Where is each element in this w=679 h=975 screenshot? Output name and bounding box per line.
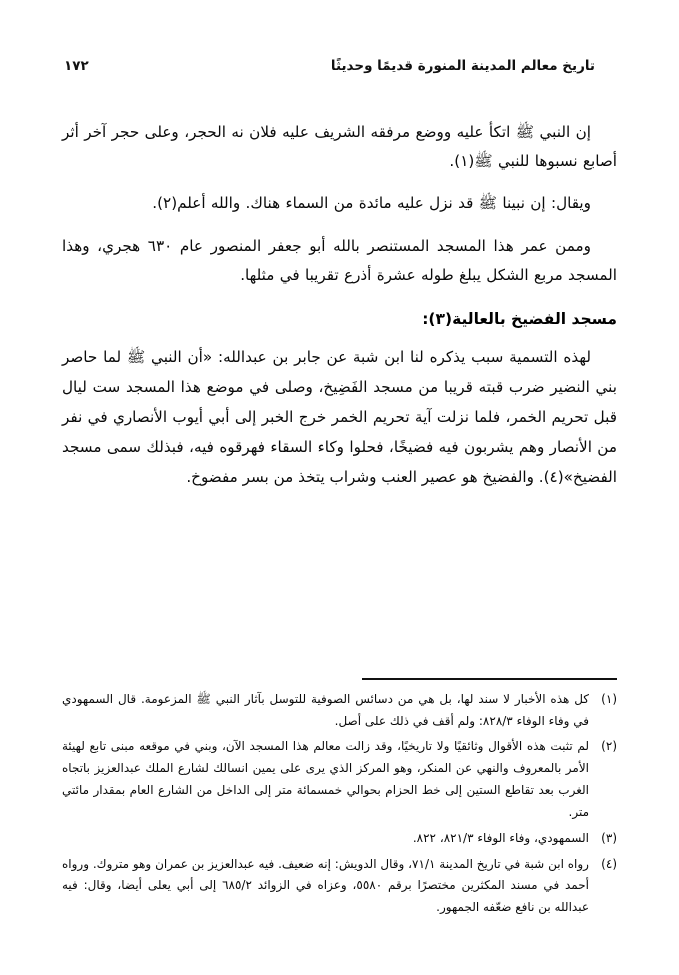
footnote-marker: (١): [601, 691, 617, 706]
footnotes-section: [62, 678, 617, 923]
footnote-text: لم تثبت هذه الأقوال وثائقيًا ولا تاريخيًا، وقد زالت معالم هذا المسجد الآن، وبني في موقعه مبنى تابع لهيئة الأمر بالمعروف والنهي عن المنكر، وهو المركز الذي يرى على يمين انسالك لشارع الملك عبدالعزيز باتجاه الغرب بعد تقاطع الستين إلى خط الحزام بحوالي خمسمائة متر إلى الداخل من الشارع العام بمقدار مائتي متر.: [62, 739, 589, 819]
footnote-separator-rule: [362, 678, 617, 679]
footnote-text: رواه ابن شبة في تاريخ المدينة ٧١/١، وقال الدويش: إنه ضعيف. فيه عبدالعزيز بن عمران وهو متروك. ورواه أحمد في مسند المكثرين مختصرًا برقم ٥٥٨٠، وعزاه في الزوائد ٦٨٥/٢ إلى أبي يعلى أيضا، وقال: فيه عبدالله بن نافع ضعّفه الجمهور.: [62, 856, 589, 915]
footnote-marker: (٤): [601, 856, 617, 871]
footnote-item: [62, 854, 617, 919]
section-heading-masjid-al-fadikh: مسجد الفضيخ بالعالية(٣):: [422, 309, 617, 328]
page-number: ١٧٢: [64, 58, 89, 74]
narration-paragraph: لهذه التسمية سبب يذكره لنا ابن شبة عن جابر بن عبدالله: «أن النبي ﷺ لما حاصر بني النضير ضرب قبته قريبا من مسجد الفَضِيخ، وصلى في موضع هذا المسجد ست ليال قبل تحريم الخمر، فلما نزلت آية تحريم الخمر خرج الخبر إلى أبي أيوب الأنصاري في نفر من الأنصار وهم يشربون فيه فضيخًا، فحلوا وكاء السقاء فهرقوه فيه، فبذلك سمى مسجد الفضيخ»(٤). والفضيخ هو عصير العنب وشراب يتخذ من بسر مفضوخ.: [62, 347, 617, 487]
body-text: [62, 118, 617, 492]
running-head-title: تاريخ معالم المدينة المنورة قديمًا وحديثًا: [330, 58, 595, 74]
footnote-item: [62, 736, 617, 823]
paragraph-1: إن النبي ﷺ اتكأ عليه ووضع مرفقه الشريف عليه فلان نه الحجر، وعلى حجر آخر أثر أصابع نسبوها للنبي ﷺ(١).: [62, 123, 617, 171]
footnote-marker: (٢): [601, 739, 617, 754]
footnote-marker: (٣): [601, 830, 617, 845]
paragraph-3: وممن عمر هذا المسجد المستنصر بالله أبو جعفر المنصور عام ٦٣٠ هجري، وهذا المسجد مربع الشكل يبلغ طوله عشرة أذرع تقريبا في مثلها.: [62, 236, 617, 284]
footnote-list: [62, 689, 617, 919]
running-head: [62, 58, 617, 84]
footnote-text: السمهودي، وفاء الوفاء ٨٢١/٣، ٨٢٢.: [412, 830, 589, 845]
paragraph-2: ويقال: إن نبينا ﷺ قد نزل عليه مائدة من السماء هناك. والله أعلم(٢).: [152, 194, 591, 213]
footnote-text: كل هذه الأخبار لا سند لها، بل هي من دسائس الصوفية للتوسل بآثار النبي ﷺ المزعومة. قال السمهودي في وفاء الوفاء ٨٢٨/٣: ولم أقف في ذلك على أصل.: [62, 691, 589, 728]
footnote-item: [62, 828, 617, 850]
footnote-item: [62, 689, 617, 733]
